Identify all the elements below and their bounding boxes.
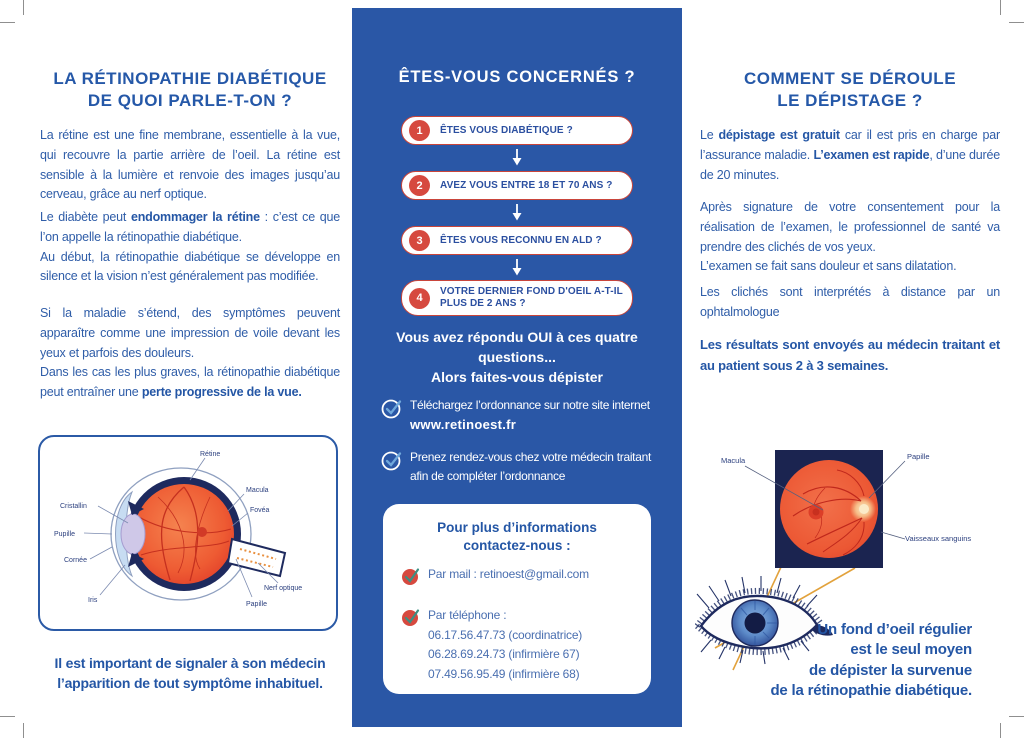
conclusion-line: Vous avez répondu OUI à ces quatre xyxy=(396,329,638,345)
text-segment: L’examen se fait sans douleur et sans dilatation. xyxy=(700,259,957,274)
down-arrow-icon xyxy=(509,149,525,166)
label-cornee: Cornée xyxy=(64,557,87,564)
check-circle-icon xyxy=(380,396,404,435)
right-title-line2: LE DÉPISTAGE ? xyxy=(777,91,923,111)
step-book-appointment xyxy=(380,448,670,485)
question-number: 1 xyxy=(409,120,430,141)
crop-mark xyxy=(1000,0,1001,15)
middle-title: ÊTES-VOUS CONCERNÉS ? xyxy=(398,68,636,86)
panel-how-screening-works xyxy=(700,64,1000,738)
crop-mark xyxy=(1009,22,1024,23)
label-retine: Rétine xyxy=(200,451,221,458)
label-cristallin: Cristallin xyxy=(60,503,87,510)
red-check-icon xyxy=(401,606,421,684)
crop-mark xyxy=(1000,723,1001,738)
left-title-line2: DE QUOI PARLE-T-ON ? xyxy=(87,91,293,111)
crop-mark xyxy=(0,22,15,23)
contact-title-line: contactez-nous : xyxy=(463,538,571,554)
lens-shape xyxy=(121,514,145,554)
right-paragraph-results: Les résultats sont envoyés au médecin traitant et au patient sous 2 à 3 semaines. xyxy=(700,337,1000,373)
check-circle-icon xyxy=(380,448,404,485)
right-footer-note xyxy=(770,620,972,702)
question-pill-3 xyxy=(401,226,633,255)
conclusion-text xyxy=(352,328,682,388)
phone-number: 07.49.56.95.49 (infirmière 68) xyxy=(428,666,580,681)
label-macula: Macula xyxy=(246,487,269,494)
text-segment: Après signature de votre consentement pour la réalisation de l’examen, le professionnel de santé va prendre des clichés de vos yeux. xyxy=(700,200,1000,254)
crop-mark xyxy=(23,0,24,15)
emphasis-examen-rapide: L’examen est rapide xyxy=(813,147,930,162)
footer-line: de la rétinopathie diabétique. xyxy=(770,682,972,700)
question-number: 2 xyxy=(409,175,430,196)
text-segment: car il est pris en charge par l’assurance maladie. xyxy=(700,128,1000,162)
text-segment: , d’une durée de 20 minutes. xyxy=(700,147,1000,182)
website-url: www.retinoest.fr xyxy=(410,416,517,432)
question-text: ÊTES VOUS DIABÉTIQUE ? xyxy=(440,124,573,136)
crop-mark xyxy=(23,723,24,738)
down-arrow-icon xyxy=(509,204,525,221)
phone-number: 06.17.56.47.73 (coordinatrice) xyxy=(428,627,583,642)
label-fovea: Fovéa xyxy=(250,507,270,514)
left-footer-note xyxy=(40,653,340,694)
text-segment: Dans les cas les plus graves, la rétinopathie diabétique peut entraîner une xyxy=(40,365,340,399)
fovea-spot xyxy=(197,527,207,537)
footer-line: l’apparition de tout symptôme inhabituel. xyxy=(57,675,323,692)
label-nerf-optique: Nerf optique xyxy=(264,585,303,592)
label-iris: Iris xyxy=(88,597,98,604)
label-vaisseaux-sanguins: Vaisseaux sanguins xyxy=(905,534,972,543)
text-segment: : c’est ce que l’on appelle la rétinopathie diabétique. xyxy=(40,210,340,244)
contact-mail-row xyxy=(401,565,651,591)
eye-cross-section-diagram xyxy=(40,437,332,625)
question-pill-2 xyxy=(401,171,633,200)
contact-mail: Par mail : retinoest@gmail.com xyxy=(428,567,589,582)
contact-phone-row xyxy=(401,606,651,684)
left-title-line1: LA RÉTINOPATHIE DIABÉTIQUE xyxy=(53,69,327,88)
question-text: VOTRE DERNIER FOND D'OEIL A-T-IL xyxy=(440,286,623,297)
step-download-prescription xyxy=(380,396,670,435)
contact-phone-label: Par téléphone : xyxy=(428,608,507,623)
question-number: 4 xyxy=(409,288,430,309)
emphasis-endommager-la-retine: endommager la rétine xyxy=(130,210,260,224)
text-segment: Si la maladie s’étend, des symptômes peuvent apparaître comme une impression de voile devant les yeux et parfois des douleurs. xyxy=(40,306,340,360)
text-segment: Le xyxy=(700,128,719,142)
right-paragraph-1 xyxy=(700,126,1000,185)
emphasis-depistage-gratuit: dépistage est gratuit xyxy=(718,128,840,142)
panel-what-is-retinopathy xyxy=(40,64,340,738)
label-papille: Papille xyxy=(907,452,930,461)
left-title xyxy=(40,68,340,113)
right-paragraph-2 xyxy=(700,198,1000,277)
crop-mark xyxy=(1009,716,1024,717)
fundus-photo xyxy=(775,450,883,568)
question-pill-4 xyxy=(401,280,633,316)
eye-anatomy-figure xyxy=(38,435,338,631)
left-paragraph-1: La rétine est une fine membrane, essentielle à la vue, qui recouvre la partie arrière de l’oeil. La rétine est sensible à la lumière et renvoie des images jusqu’au cerveau, grâce au nerf optique. xyxy=(40,128,340,202)
question-text: ÊTES VOUS RECONNU EN ALD ? xyxy=(440,234,602,246)
label-macula: Macula xyxy=(721,456,746,465)
contact-title-line: Pour plus d’informations xyxy=(437,520,597,535)
right-title xyxy=(700,68,1000,113)
label-papille: Papille xyxy=(246,601,268,608)
question-text: AVEZ VOUS ENTRE 18 ET 70 ANS ? xyxy=(440,179,613,191)
step-text: Prenez rendez-vous chez votre médecin traitant xyxy=(410,450,651,464)
crop-mark xyxy=(0,716,15,717)
red-check-icon xyxy=(401,565,421,591)
step-text: afin de compléter l’ordonnance xyxy=(410,468,566,483)
pupil xyxy=(745,613,766,634)
conclusion-line: Alors faites-vous dépister xyxy=(431,368,603,385)
question-number: 3 xyxy=(409,230,430,251)
conclusion-line: questions... xyxy=(478,348,556,365)
left-paragraph-2 xyxy=(40,208,340,287)
footer-line: Il est important de signaler à son médecin xyxy=(54,655,326,671)
footer-line: Un fond d’oeil régulier xyxy=(817,621,972,638)
left-paragraph-3 xyxy=(40,304,340,403)
text-segment: Le diabète peut xyxy=(40,210,131,224)
footer-line: de dépister la survenue xyxy=(809,661,972,679)
right-paragraph-3: Les clichés sont interprétés à distance par un ophtalmologue xyxy=(700,285,1000,319)
down-arrow-icon xyxy=(509,259,525,276)
text-segment: Au début, la rétinopathie diabétique se développe en silence et la vision n’est généralement pas modifiée. xyxy=(40,249,340,284)
footer-line: est le seul moyen xyxy=(850,641,972,659)
right-title-line1: COMMENT SE DÉROULE xyxy=(743,69,957,88)
contact-card xyxy=(383,504,651,694)
question-text: PLUS DE 2 ANS ? xyxy=(440,298,526,309)
phone-number: 06.28.69.24.73 (infirmière 67) xyxy=(428,647,580,662)
question-pill-1 xyxy=(401,116,633,145)
panel-are-you-concerned xyxy=(352,8,682,727)
contact-title xyxy=(383,519,651,555)
emphasis-perte-progressive: perte progressive de la vue. xyxy=(141,385,302,399)
step-text: Téléchargez l’ordonnance sur notre site internet xyxy=(410,398,650,412)
label-pupille: Pupille xyxy=(54,531,76,538)
macula-core xyxy=(813,509,820,516)
